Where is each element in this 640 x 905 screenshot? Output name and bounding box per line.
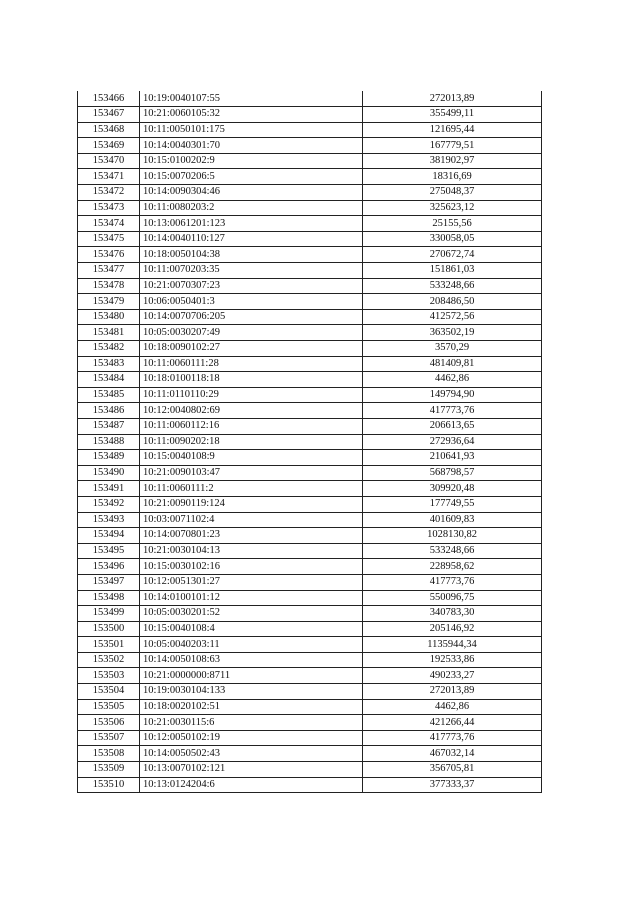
row-id-cell: 153489: [78, 450, 140, 466]
row-id-cell: 153504: [78, 684, 140, 700]
amount-cell: 205146,92: [363, 621, 542, 637]
amount-cell: 272936,64: [363, 434, 542, 450]
table-row: [78, 528, 542, 544]
amount-cell: 401609,83: [363, 512, 542, 528]
amount-cell: 417773,76: [363, 730, 542, 746]
table-row: [78, 325, 542, 341]
amount-cell: 568798,57: [363, 465, 542, 481]
row-id-cell: 153467: [78, 107, 140, 123]
cadastral-code-cell: 10:11:0110110:29: [140, 387, 363, 403]
amount-cell: 330058,05: [363, 231, 542, 247]
amount-cell: 121695,44: [363, 122, 542, 138]
table-row: [78, 590, 542, 606]
amount-cell: 421266,44: [363, 715, 542, 731]
cadastral-code-cell: 10:12:0050102:19: [140, 730, 363, 746]
cadastral-code-cell: 10:14:0050108:63: [140, 652, 363, 668]
cadastral-code-cell: 10:13:0061201:123: [140, 216, 363, 232]
table-row: [78, 637, 542, 653]
table-row: [78, 294, 542, 310]
amount-cell: 275048,37: [363, 185, 542, 201]
amount-cell: 412572,56: [363, 309, 542, 325]
row-id-cell: 153472: [78, 185, 140, 201]
row-id-cell: 153479: [78, 294, 140, 310]
cadastral-code-cell: 10:05:0040203:11: [140, 637, 363, 653]
table-row: [78, 309, 542, 325]
cadastral-code-cell: 10:14:0100101:12: [140, 590, 363, 606]
table-row: [78, 418, 542, 434]
row-id-cell: 153468: [78, 122, 140, 138]
cadastral-code-cell: 10:21:0090103:47: [140, 465, 363, 481]
table-row: [78, 512, 542, 528]
data-table: [77, 91, 542, 793]
table-row: [78, 91, 542, 107]
amount-cell: 550096,75: [363, 590, 542, 606]
amount-cell: 177749,55: [363, 496, 542, 512]
table-row: [78, 169, 542, 185]
row-id-cell: 153475: [78, 231, 140, 247]
amount-cell: 25155,56: [363, 216, 542, 232]
amount-cell: 151861,03: [363, 263, 542, 279]
row-id-cell: 153469: [78, 138, 140, 154]
table-row: [78, 185, 542, 201]
row-id-cell: 153500: [78, 621, 140, 637]
row-id-cell: 153493: [78, 512, 140, 528]
row-id-cell: 153470: [78, 153, 140, 169]
row-id-cell: 153498: [78, 590, 140, 606]
amount-cell: 417773,76: [363, 574, 542, 590]
row-id-cell: 153473: [78, 200, 140, 216]
table-row: [78, 434, 542, 450]
row-id-cell: 153478: [78, 278, 140, 294]
row-id-cell: 153466: [78, 91, 140, 107]
row-id-cell: 153484: [78, 372, 140, 388]
amount-cell: 18316,69: [363, 169, 542, 185]
table-row: [78, 668, 542, 684]
table-row: [78, 465, 542, 481]
cadastral-code-cell: 10:14:0040301:70: [140, 138, 363, 154]
table-row: [78, 153, 542, 169]
amount-cell: 363502,19: [363, 325, 542, 341]
table-row: [78, 387, 542, 403]
cadastral-code-cell: 10:11:0060111:2: [140, 481, 363, 497]
table-row: [78, 450, 542, 466]
table-row: [78, 247, 542, 263]
amount-cell: 3570,29: [363, 341, 542, 357]
amount-cell: 533248,66: [363, 543, 542, 559]
table-row: [78, 652, 542, 668]
row-id-cell: 153506: [78, 715, 140, 731]
row-id-cell: 153505: [78, 699, 140, 715]
cadastral-code-cell: 10:18:0020102:51: [140, 699, 363, 715]
table-row: [78, 574, 542, 590]
amount-cell: 228958,62: [363, 559, 542, 575]
row-id-cell: 153471: [78, 169, 140, 185]
row-id-cell: 153483: [78, 356, 140, 372]
table-row: [78, 107, 542, 123]
row-id-cell: 153486: [78, 403, 140, 419]
cadastral-code-cell: 10:15:0100202:9: [140, 153, 363, 169]
row-id-cell: 153497: [78, 574, 140, 590]
row-id-cell: 153481: [78, 325, 140, 341]
amount-cell: 192533,86: [363, 652, 542, 668]
row-id-cell: 153488: [78, 434, 140, 450]
row-id-cell: 153474: [78, 216, 140, 232]
table-body: [78, 91, 542, 793]
cadastral-code-cell: 10:11:0080203:2: [140, 200, 363, 216]
row-id-cell: 153502: [78, 652, 140, 668]
row-id-cell: 153495: [78, 543, 140, 559]
amount-cell: 325623,12: [363, 200, 542, 216]
cadastral-code-cell: 10:15:0040108:9: [140, 450, 363, 466]
table-row: [78, 606, 542, 622]
row-id-cell: 153508: [78, 746, 140, 762]
cadastral-code-cell: 10:11:0050101:175: [140, 122, 363, 138]
amount-cell: 340783,30: [363, 606, 542, 622]
amount-cell: 4462,86: [363, 372, 542, 388]
row-id-cell: 153492: [78, 496, 140, 512]
cadastral-code-cell: 10:21:0030104:13: [140, 543, 363, 559]
cadastral-code-cell: 10:11:0070203:35: [140, 263, 363, 279]
row-id-cell: 153494: [78, 528, 140, 544]
amount-cell: 1028130,82: [363, 528, 542, 544]
row-id-cell: 153487: [78, 418, 140, 434]
cadastral-code-cell: 10:06:0050401:3: [140, 294, 363, 310]
cadastral-code-cell: 10:14:0070801:23: [140, 528, 363, 544]
cadastral-code-cell: 10:13:0124204:6: [140, 777, 363, 793]
amount-cell: 149794,90: [363, 387, 542, 403]
row-id-cell: 153490: [78, 465, 140, 481]
cadastral-code-cell: 10:18:0100118:18: [140, 372, 363, 388]
table-row: [78, 372, 542, 388]
amount-cell: 272013,89: [363, 91, 542, 107]
table-row: [78, 543, 542, 559]
cadastral-code-cell: 10:21:0070307:23: [140, 278, 363, 294]
row-id-cell: 153496: [78, 559, 140, 575]
table-row: [78, 715, 542, 731]
amount-cell: 272013,89: [363, 684, 542, 700]
cadastral-code-cell: 10:05:0030201:52: [140, 606, 363, 622]
table-row: [78, 341, 542, 357]
table-row: [78, 684, 542, 700]
cadastral-code-cell: 10:18:0050104:38: [140, 247, 363, 263]
cadastral-code-cell: 10:19:0030104:133: [140, 684, 363, 700]
cadastral-code-cell: 10:18:0090102:27: [140, 341, 363, 357]
table-row: [78, 231, 542, 247]
cadastral-code-cell: 10:11:0060112:16: [140, 418, 363, 434]
table-row: [78, 481, 542, 497]
row-id-cell: 153507: [78, 730, 140, 746]
row-id-cell: 153491: [78, 481, 140, 497]
table-row: [78, 403, 542, 419]
row-id-cell: 153476: [78, 247, 140, 263]
row-id-cell: 153482: [78, 341, 140, 357]
table-row: [78, 762, 542, 778]
table-row: [78, 699, 542, 715]
table-row: [78, 200, 542, 216]
cadastral-code-cell: 10:19:0040107:55: [140, 91, 363, 107]
amount-cell: 356705,81: [363, 762, 542, 778]
table-row: [78, 216, 542, 232]
row-id-cell: 153510: [78, 777, 140, 793]
amount-cell: 381902,97: [363, 153, 542, 169]
table-row: [78, 138, 542, 154]
table-row: [78, 746, 542, 762]
table-row: [78, 730, 542, 746]
amount-cell: 210641,93: [363, 450, 542, 466]
cadastral-code-cell: 10:14:0040110:127: [140, 231, 363, 247]
amount-cell: 309920,48: [363, 481, 542, 497]
amount-cell: 355499,11: [363, 107, 542, 123]
table-row: [78, 278, 542, 294]
table-row: [78, 122, 542, 138]
cadastral-code-cell: 10:15:0030102:16: [140, 559, 363, 575]
cadastral-code-cell: 10:11:0060111:28: [140, 356, 363, 372]
cadastral-code-cell: 10:05:0030207:49: [140, 325, 363, 341]
cadastral-code-cell: 10:12:0051301:27: [140, 574, 363, 590]
cadastral-code-cell: 10:14:0090304:46: [140, 185, 363, 201]
cadastral-code-cell: 10:12:0040802:69: [140, 403, 363, 419]
row-id-cell: 153503: [78, 668, 140, 684]
amount-cell: 1135944,34: [363, 637, 542, 653]
cadastral-code-cell: 10:13:0070102:121: [140, 762, 363, 778]
cadastral-code-cell: 10:14:0050502:43: [140, 746, 363, 762]
amount-cell: 490233,27: [363, 668, 542, 684]
cadastral-code-cell: 10:03:0071102:4: [140, 512, 363, 528]
cadastral-code-cell: 10:21:0090119:124: [140, 496, 363, 512]
row-id-cell: 153480: [78, 309, 140, 325]
amount-cell: 4462,86: [363, 699, 542, 715]
cadastral-code-cell: 10:15:0040108:4: [140, 621, 363, 637]
table-row: [78, 496, 542, 512]
cadastral-code-cell: 10:14:0070706:205: [140, 309, 363, 325]
table-row: [78, 559, 542, 575]
amount-cell: 167779,51: [363, 138, 542, 154]
row-id-cell: 153477: [78, 263, 140, 279]
amount-cell: 270672,74: [363, 247, 542, 263]
row-id-cell: 153485: [78, 387, 140, 403]
row-id-cell: 153499: [78, 606, 140, 622]
cadastral-code-cell: 10:15:0070206:5: [140, 169, 363, 185]
amount-cell: 206613,65: [363, 418, 542, 434]
cadastral-code-cell: 10:21:0030115:6: [140, 715, 363, 731]
amount-cell: 417773,76: [363, 403, 542, 419]
amount-cell: 377333,37: [363, 777, 542, 793]
cadastral-code-cell: 10:11:0090202:18: [140, 434, 363, 450]
amount-cell: 533248,66: [363, 278, 542, 294]
row-id-cell: 153501: [78, 637, 140, 653]
cadastral-code-cell: 10:21:0000000:8711: [140, 668, 363, 684]
table-row: [78, 263, 542, 279]
row-id-cell: 153509: [78, 762, 140, 778]
amount-cell: 467032,14: [363, 746, 542, 762]
amount-cell: 208486,50: [363, 294, 542, 310]
amount-cell: 481409,81: [363, 356, 542, 372]
table-row: [78, 356, 542, 372]
table-row: [78, 777, 542, 793]
table-row: [78, 621, 542, 637]
cadastral-code-cell: 10:21:0060105:32: [140, 107, 363, 123]
